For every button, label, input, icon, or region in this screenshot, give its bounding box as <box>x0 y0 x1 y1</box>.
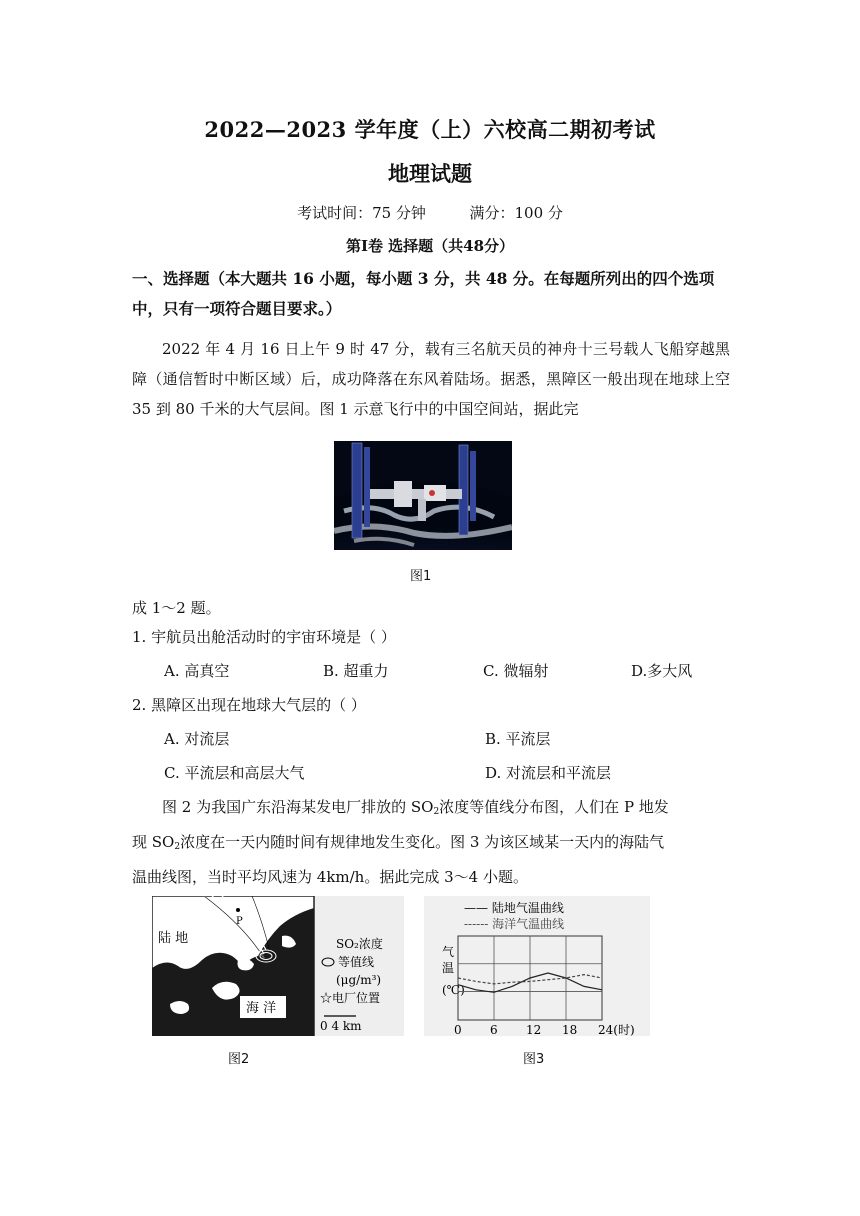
y-label-2: 温 <box>442 961 455 975</box>
q2-option-c[interactable]: C. 平流层和高层大气 <box>164 764 305 782</box>
exam-meta <box>0 202 860 223</box>
legend-land: —— 陆地气温曲线 <box>464 901 564 915</box>
q2-option-d[interactable]: D. 对流层和平流层 <box>485 764 612 782</box>
legend-unit: (μg/m³) <box>336 973 382 987</box>
section-instructions: 一、选择题（本大题共 16 小题，每小题 3 分，共 48 分。在每题所列出的四个选项中，只有一项符合题目要求。） <box>132 269 715 318</box>
x-tick-label: 18 <box>562 1023 578 1036</box>
figure-1-caption: 图1 <box>410 569 432 584</box>
q1-option-c[interactable]: C. 微辐射 <box>483 662 549 680</box>
exam-score: 满分：100 分 <box>469 204 563 222</box>
question-1-stem: 1. 宇航员出舱活动时的宇宙环境是（ ） <box>132 628 396 646</box>
y-label-1: 气 <box>442 945 455 959</box>
q1-option-a[interactable]: A. 高真空 <box>164 662 230 680</box>
x-tick-label: 6 <box>490 1023 498 1036</box>
x-tick-label: 12 <box>526 1023 542 1036</box>
part-heading: 第Ⅰ卷 选择题（共48分） <box>345 237 515 255</box>
passage-1-continuation: 成 1～2 题。 <box>132 599 221 617</box>
q1-option-b[interactable]: B. 超重力 <box>323 662 389 680</box>
temperature-chart <box>424 896 650 1036</box>
exam-time: 考试时间：75 分钟 <box>297 204 426 222</box>
legend-title: SO₂浓度 <box>336 937 383 951</box>
legend-plant: ☆电厂位置 <box>320 991 381 1005</box>
x-tick-label: 0 <box>454 1023 462 1036</box>
figure-2-caption: 图2 <box>228 1052 250 1067</box>
sea-label: 海 洋 <box>246 1001 277 1016</box>
so2-isoline-map <box>152 896 404 1036</box>
question-2-stem: 2. 黑障区出现在地球大气层的（ ） <box>132 696 366 714</box>
q2-option-b[interactable]: B. 平流层 <box>485 730 551 748</box>
land-label: 陆 地 <box>158 931 189 946</box>
exam-title: 2022—2023 学年度（上）六校高二期初考试 <box>204 117 656 142</box>
passage-2-line-3: 温曲线图，当时平均风速为 4km/h。据此完成 3～4 小题。 <box>132 868 528 886</box>
q2-option-a[interactable]: A. 对流层 <box>164 730 230 748</box>
passage-2 <box>132 792 730 892</box>
legend-sea: ------ 海洋气温曲线 <box>464 917 565 931</box>
point-p-label: P <box>236 916 243 927</box>
q1-option-d[interactable]: D.多大风 <box>631 662 693 680</box>
passage-1 <box>132 334 730 424</box>
passage-1-text: 2022 年 4 月 16 日上午 9 时 47 分，载有三名航天员的神舟十三号载人飞船穿越黑障（通信暂时中断区域）后，成功降落在东风着陆场。据悉，黑障区一般出现在地球上空 35 到 80 千米的大气层间。图 1 示意飞行中的中国空间站，据此完 <box>132 340 730 418</box>
subject-title: 地理试题 <box>388 161 472 186</box>
legend-line2: 等值线 <box>338 955 375 969</box>
space-station-image <box>334 441 512 550</box>
y-label-3: (℃) <box>442 983 465 997</box>
figure-3-caption: 图3 <box>523 1052 545 1067</box>
x-tick-label: 24(时) <box>598 1023 635 1036</box>
scale-label: 0 4 km <box>320 1019 362 1033</box>
passage-2-line-2: 现 $SO_2$浓度在一天内随时间有规律地发生变化。图 3 为该区域某一天内的海陆气 <box>132 833 665 852</box>
passage-2-line-1: 图 2 为我国广东沿海某发电厂排放的 $SO_2$浓度等值线分布图，人们在 P 地发 <box>162 798 669 817</box>
